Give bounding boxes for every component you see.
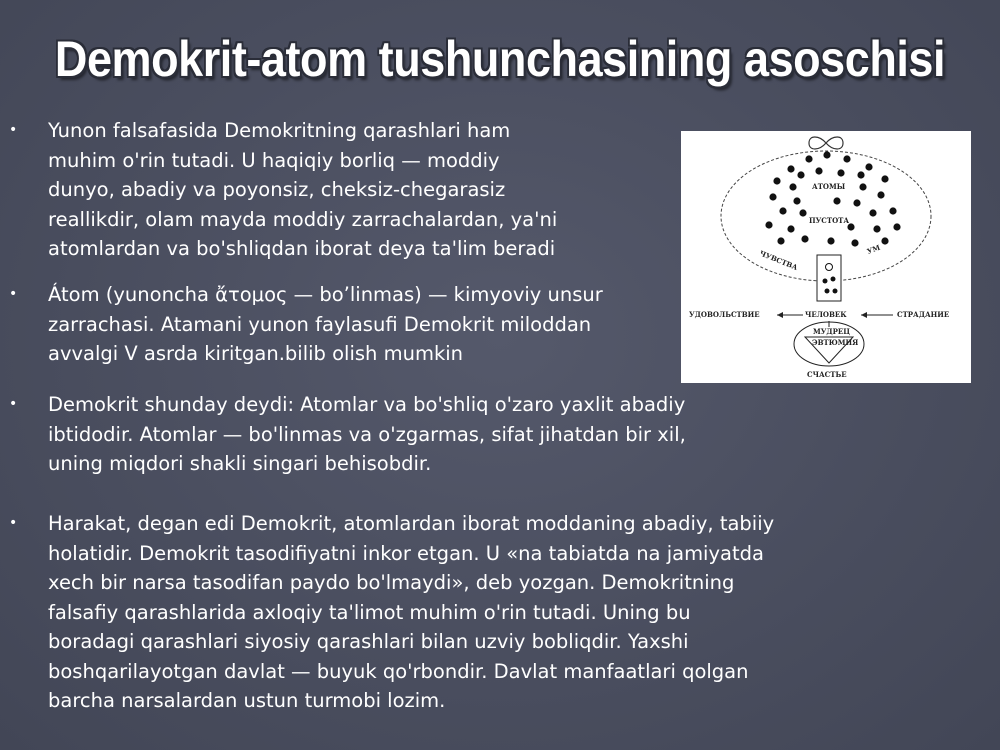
atom-dot xyxy=(793,197,800,204)
atom-dot xyxy=(837,169,844,176)
sage-label: МУДРЕЦ xyxy=(813,327,851,336)
atom-dot xyxy=(801,235,808,242)
happiness-label: СЧАСТЬЕ xyxy=(807,370,847,379)
atom-dot xyxy=(873,225,880,232)
atom-dot xyxy=(773,177,780,184)
bullet-marker: • xyxy=(9,122,18,138)
atom-dot xyxy=(865,163,872,170)
atom-dot xyxy=(815,167,822,174)
atom-dot xyxy=(881,237,888,244)
slide-title: Demokrit-atom tushunchasining asoschisi xyxy=(54,31,946,87)
atom-dot xyxy=(827,237,834,244)
bullet-text-1: Yunon falsafasida Demokritning qarashlari ham muhim o'rin tutadi. U haqiqiy borliq — moddiy dunyo, abadiy va poyonsiz, cheksiz-chegarasiz reallikdir, olam mayda moddiy zarrachalardan, ya'ni atomlardan va bo'shliqdan iborat deya ta'lim beradi xyxy=(48,119,558,260)
mind-label: УМ xyxy=(865,242,882,256)
euthymia-label: ЭВТЮМИЯ xyxy=(812,338,859,347)
atom-dot xyxy=(765,221,772,228)
atom-dot xyxy=(789,183,796,190)
atom-dot xyxy=(857,171,864,178)
atom-dot xyxy=(881,175,888,182)
atom-dot xyxy=(787,225,794,232)
atom-box xyxy=(817,255,841,301)
emptiness-label: ПУСТОТА xyxy=(809,216,850,225)
atom-dots xyxy=(765,151,900,246)
senses-label: ЧУВСТВА xyxy=(758,248,800,272)
atom-dot xyxy=(851,239,858,246)
bullet-text-2: Átom (yunoncha ἄτομος — bo’linmas) — kimyoviy unsur zarrachasi. Atamani yunon faylasufi Demokrit miloddan avvalgi V asrda kiritgan.bilib olish mumkin xyxy=(48,283,603,365)
atom-dot xyxy=(823,151,830,158)
atom-dot xyxy=(797,171,804,178)
bullet-text-3: Demokrit shunday deydi: Atomlar va bo'shliq o'zaro yaxlit abadiy ibtidodir. Atomlar — bo'linmas va o'zgarmas, sifat jihatdan bir xil, uning miqdori shakli singari behisobdir. xyxy=(48,393,686,475)
atom-dot xyxy=(777,237,784,244)
atom-dot xyxy=(833,197,840,204)
bullet-marker: • xyxy=(9,286,18,302)
atom-dot xyxy=(787,165,794,172)
bullet-text-4: Harakat, degan edi Demokrit, atomlardan iborat moddaning abadiy, tabiiy holatidir. Demokrit tasodifiyatni inkor etgan. U «na tabiatda na jamiyatda xech bir narsa tasodifan paydo bo'lmaydi», deb yozgan. Demokritning falsafiy qarashlarida axloqiy ta'limot muhim o'rin tutadi. Uning bu boradagi qarashlari siyosiy qarashlari bilan uzviy bobliqdir. Yaxshi boshqarilayotgan davlat — buyuk qo'rbondir. Davlat manfaatlari qolgan barcha narsalardan ustun turmobi lozim. xyxy=(48,512,775,712)
atom-dot xyxy=(889,207,896,214)
bullet-marker: • xyxy=(9,396,18,412)
pleasure-label: УДОВОЛЬСТВИЕ xyxy=(689,310,760,319)
atom-dot xyxy=(779,207,786,214)
atom-dot xyxy=(843,155,850,162)
infinity-icon xyxy=(809,137,843,149)
atom-dot xyxy=(877,191,884,198)
atoms-label: АТОМЫ xyxy=(812,182,846,191)
bullet-marker: • xyxy=(9,515,18,531)
atom-dot xyxy=(799,209,806,216)
suffering-label: СТРАДАНИЕ xyxy=(897,310,950,319)
human-label: ЧЕЛОВЕК xyxy=(805,310,847,319)
democritus-diagram-figure xyxy=(681,131,971,383)
atom-dot xyxy=(853,199,860,206)
democritus-diagram xyxy=(681,131,971,383)
atom-dot xyxy=(893,223,900,230)
atom-dot xyxy=(859,183,866,190)
atom-dot xyxy=(805,155,812,162)
atom-dot xyxy=(769,193,776,200)
atom-dot xyxy=(869,209,876,216)
